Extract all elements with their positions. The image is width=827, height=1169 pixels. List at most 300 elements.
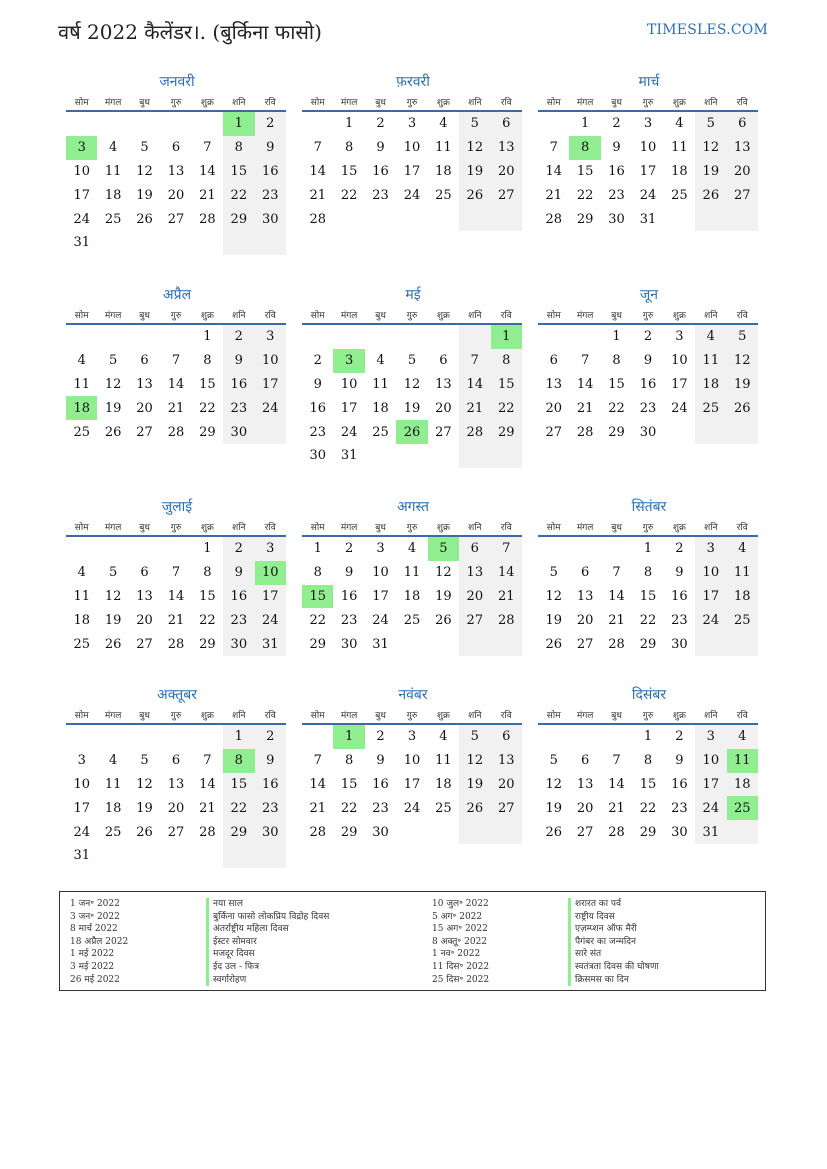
day-cell[interactable]: 13 [491,136,522,160]
day-cell[interactable]: 6 [171,140,181,156]
day-cell[interactable]: 10 [695,561,726,585]
day-cell[interactable]: 21 [167,612,185,628]
day-cell[interactable]: 3 [643,116,653,132]
day-cell[interactable]: 12 [104,376,122,392]
day-cell[interactable]: 28 [608,824,625,840]
day-cell[interactable]: 30 [639,424,657,440]
day-cell[interactable]: 25 [727,608,758,632]
day-cell[interactable]: 15 [491,373,522,397]
day-cell[interactable]: 11 [73,376,90,392]
day-cell[interactable]: 23 [639,400,657,416]
day-cell[interactable]: 9 [612,140,621,156]
day-cell[interactable]: 15 [302,585,333,609]
day-cell[interactable]: 30 [223,632,254,656]
day-cell[interactable]: 16 [340,588,358,604]
day-cell[interactable]: 29 [608,424,625,440]
day-cell[interactable]: 12 [136,163,153,179]
day-cell[interactable]: 8 [643,565,653,581]
day-cell[interactable]: 29 [199,424,216,440]
day-cell[interactable]: 20 [491,160,522,184]
day-cell[interactable]: 27 [545,424,562,440]
day-cell[interactable]: 3 [695,536,726,561]
day-cell[interactable]: 8 [569,136,600,160]
day-cell[interactable]: 24 [695,608,726,632]
day-cell[interactable]: 6 [491,111,522,136]
day-cell[interactable]: 13 [576,776,594,792]
day-cell[interactable]: 2 [376,116,385,132]
day-cell[interactable]: 3 [77,753,86,769]
day-cell[interactable]: 21 [576,400,594,416]
day-cell[interactable]: 18 [403,588,421,604]
day-cell[interactable]: 30 [223,420,254,444]
day-cell[interactable]: 10 [671,353,688,369]
day-cell[interactable]: 9 [376,753,385,769]
day-cell[interactable]: 23 [671,800,688,816]
day-cell[interactable]: 22 [340,800,358,816]
day-cell[interactable]: 24 [403,800,421,816]
day-cell[interactable]: 13 [727,136,758,160]
day-cell[interactable]: 16 [309,400,326,416]
day-cell[interactable]: 2 [313,353,322,369]
day-cell[interactable]: 4 [727,536,758,561]
day-cell[interactable]: 31 [255,632,286,656]
day-cell[interactable]: 24 [255,608,286,632]
day-cell[interactable]: 5 [459,111,490,136]
day-cell[interactable]: 17 [255,373,286,397]
day-cell[interactable]: 17 [403,776,421,792]
day-cell[interactable]: 1 [643,541,653,557]
day-cell[interactable]: 21 [199,187,216,203]
day-cell[interactable]: 5 [108,353,118,369]
day-cell[interactable]: 27 [136,424,153,440]
day-cell[interactable]: 22 [223,183,254,207]
day-cell[interactable]: 8 [643,753,653,769]
day-cell[interactable]: 8 [491,349,522,373]
day-cell[interactable]: 18 [435,163,452,179]
day-cell[interactable]: 24 [403,187,421,203]
day-cell[interactable]: 7 [171,353,181,369]
day-cell[interactable]: 22 [639,800,657,816]
day-cell[interactable]: 5 [407,353,417,369]
day-cell[interactable]: 12 [136,776,153,792]
day-cell[interactable]: 29 [223,820,254,844]
day-cell[interactable]: 9 [313,376,322,392]
day-cell[interactable]: 13 [459,561,490,585]
day-cell[interactable]: 16 [372,776,389,792]
day-cell[interactable]: 4 [675,116,684,132]
day-cell[interactable]: 14 [459,373,490,397]
day-cell[interactable]: 9 [255,136,286,160]
day-cell[interactable]: 28 [199,824,216,840]
day-cell[interactable]: 27 [576,636,594,652]
day-cell[interactable]: 3 [333,349,364,373]
day-cell[interactable]: 10 [372,565,389,581]
day-cell[interactable]: 17 [372,588,389,604]
day-cell[interactable]: 11 [435,753,452,769]
day-cell[interactable]: 29 [223,207,254,231]
day-cell[interactable]: 8 [203,353,212,369]
day-cell[interactable]: 27 [136,636,153,652]
day-cell[interactable]: 24 [73,211,90,227]
day-cell[interactable]: 27 [435,424,452,440]
day-cell[interactable]: 18 [104,187,122,203]
day-cell[interactable]: 20 [167,187,185,203]
day-cell[interactable]: 17 [695,773,726,797]
day-cell[interactable]: 1 [203,329,212,345]
day-cell[interactable]: 22 [639,612,657,628]
day-cell[interactable]: 12 [545,776,562,792]
day-cell[interactable]: 27 [167,211,185,227]
day-cell[interactable]: 26 [727,396,758,420]
day-cell[interactable]: 11 [73,588,90,604]
day-cell[interactable]: 10 [403,140,421,156]
day-cell[interactable]: 25 [435,187,452,203]
day-cell[interactable]: 6 [140,353,149,369]
day-cell[interactable]: 23 [223,396,254,420]
day-cell[interactable]: 23 [608,187,625,203]
day-cell[interactable]: 9 [223,561,254,585]
day-cell[interactable]: 30 [255,207,286,231]
day-cell[interactable]: 19 [104,612,122,628]
day-cell[interactable]: 7 [612,753,621,769]
day-cell[interactable]: 30 [340,636,358,652]
day-cell[interactable]: 25 [727,796,758,820]
day-cell[interactable]: 28 [309,211,326,227]
day-cell[interactable]: 21 [491,585,522,609]
day-cell[interactable]: 5 [428,536,459,561]
day-cell[interactable]: 14 [545,163,562,179]
day-cell[interactable]: 19 [104,400,122,416]
day-cell[interactable]: 24 [372,612,389,628]
day-cell[interactable]: 14 [167,588,185,604]
day-cell[interactable]: 7 [313,753,322,769]
day-cell[interactable]: 21 [459,396,490,420]
day-cell[interactable]: 29 [491,420,522,444]
day-cell[interactable]: 22 [199,400,216,416]
day-cell[interactable]: 30 [671,636,688,652]
day-cell[interactable]: 16 [608,163,625,179]
day-cell[interactable]: 27 [491,796,522,820]
day-cell[interactable]: 26 [695,183,726,207]
day-cell[interactable]: 4 [376,353,385,369]
day-cell[interactable]: 17 [639,163,657,179]
day-cell[interactable]: 28 [167,424,185,440]
day-cell[interactable]: 2 [675,541,684,557]
day-cell[interactable]: 14 [199,163,216,179]
day-cell[interactable]: 16 [223,373,254,397]
day-cell[interactable]: 6 [439,353,448,369]
day-cell[interactable]: 2 [612,116,621,132]
day-cell[interactable]: 14 [491,561,522,585]
day-cell[interactable]: 23 [255,183,286,207]
day-cell[interactable]: 2 [675,729,684,745]
day-cell[interactable]: 26 [545,824,562,840]
day-cell[interactable]: 19 [459,773,490,797]
day-cell[interactable]: 1 [491,324,522,349]
day-cell[interactable]: 15 [223,773,254,797]
day-cell[interactable]: 14 [608,776,625,792]
day-cell[interactable]: 18 [695,373,726,397]
day-cell[interactable]: 21 [608,612,625,628]
day-cell[interactable]: 15 [639,776,657,792]
day-cell[interactable]: 4 [439,729,448,745]
day-cell[interactable]: 2 [344,541,354,557]
day-cell[interactable]: 15 [576,163,594,179]
day-cell[interactable]: 19 [695,160,726,184]
day-cell[interactable]: 8 [344,140,354,156]
day-cell[interactable]: 7 [580,353,590,369]
day-cell[interactable]: 11 [372,376,389,392]
day-cell[interactable]: 1 [333,724,364,749]
day-cell[interactable]: 21 [608,800,625,816]
day-cell[interactable]: 3 [695,724,726,749]
day-cell[interactable]: 1 [612,329,621,345]
day-cell[interactable]: 13 [136,588,153,604]
day-cell[interactable]: 18 [727,773,758,797]
day-cell[interactable]: 13 [167,163,185,179]
day-cell[interactable]: 13 [167,776,185,792]
day-cell[interactable]: 28 [459,420,490,444]
day-cell[interactable]: 7 [171,565,181,581]
day-cell[interactable]: 6 [727,111,758,136]
day-cell[interactable]: 6 [459,536,490,561]
day-cell[interactable]: 9 [643,353,653,369]
day-cell[interactable]: 4 [77,565,86,581]
day-cell[interactable]: 10 [73,776,90,792]
day-cell[interactable]: 20 [491,773,522,797]
day-cell[interactable]: 26 [136,824,153,840]
day-cell[interactable]: 2 [376,729,385,745]
day-cell[interactable]: 5 [549,753,558,769]
day-cell[interactable]: 17 [403,163,421,179]
day-cell[interactable]: 8 [223,136,254,160]
day-cell[interactable]: 29 [340,824,358,840]
day-cell[interactable]: 19 [136,187,153,203]
day-cell[interactable]: 5 [140,140,149,156]
day-cell[interactable]: 29 [199,636,216,652]
day-cell[interactable]: 11 [435,140,452,156]
day-cell[interactable]: 29 [576,211,594,227]
day-cell[interactable]: 16 [255,773,286,797]
day-cell[interactable]: 13 [545,376,562,392]
day-cell[interactable]: 16 [223,585,254,609]
day-cell[interactable]: 14 [576,376,594,392]
day-cell[interactable]: 7 [612,565,621,581]
day-cell[interactable]: 20 [576,800,594,816]
day-cell[interactable]: 3 [255,536,286,561]
day-cell[interactable]: 12 [727,349,758,373]
day-cell[interactable]: 19 [435,588,452,604]
day-cell[interactable]: 21 [167,400,185,416]
day-cell[interactable]: 13 [435,376,452,392]
day-cell[interactable]: 29 [639,824,657,840]
day-cell[interactable]: 1 [223,724,254,749]
day-cell[interactable]: 10 [255,561,286,585]
day-cell[interactable]: 26 [459,183,490,207]
day-cell[interactable]: 4 [407,541,417,557]
day-cell[interactable]: 1 [580,116,590,132]
day-cell[interactable]: 11 [104,776,122,792]
day-cell[interactable]: 20 [459,585,490,609]
day-cell[interactable]: 22 [491,396,522,420]
day-cell[interactable]: 26 [459,796,490,820]
day-cell[interactable]: 3 [376,541,385,557]
day-cell[interactable]: 28 [491,608,522,632]
day-cell[interactable]: 12 [435,565,452,581]
day-cell[interactable]: 21 [309,800,326,816]
day-cell[interactable]: 27 [727,183,758,207]
day-cell[interactable]: 13 [576,588,594,604]
day-cell[interactable]: 4 [77,353,86,369]
day-cell[interactable]: 22 [199,612,216,628]
day-cell[interactable]: 21 [309,187,326,203]
day-cell[interactable]: 5 [459,724,490,749]
day-cell[interactable]: 11 [727,749,758,773]
day-cell[interactable]: 19 [459,160,490,184]
day-cell[interactable]: 16 [639,376,657,392]
day-cell[interactable]: 6 [580,753,590,769]
day-cell[interactable]: 9 [344,565,354,581]
day-cell[interactable]: 23 [671,612,688,628]
day-cell[interactable]: 22 [608,400,625,416]
day-cell[interactable]: 9 [223,349,254,373]
day-cell[interactable]: 10 [403,753,421,769]
day-cell[interactable]: 17 [73,800,90,816]
day-cell[interactable]: 19 [136,800,153,816]
day-cell[interactable]: 9 [675,753,684,769]
day-cell[interactable]: 23 [309,424,326,440]
day-cell[interactable]: 31 [73,235,90,251]
day-cell[interactable]: 31 [73,848,90,864]
day-cell[interactable]: 16 [671,588,688,604]
day-cell[interactable]: 20 [136,612,153,628]
day-cell[interactable]: 25 [73,636,90,652]
day-cell[interactable]: 30 [309,448,326,464]
site-link[interactable]: TIMESLES.COM [647,22,768,38]
day-cell[interactable]: 17 [340,400,358,416]
day-cell[interactable]: 24 [695,796,726,820]
day-cell[interactable]: 31 [639,211,657,227]
day-cell[interactable]: 1 [344,116,354,132]
day-cell[interactable]: 24 [340,424,358,440]
day-cell[interactable]: 17 [255,585,286,609]
day-cell[interactable]: 9 [675,565,684,581]
day-cell[interactable]: 15 [608,376,625,392]
day-cell[interactable]: 28 [545,211,562,227]
day-cell[interactable]: 22 [340,187,358,203]
day-cell[interactable]: 7 [459,349,490,373]
day-cell[interactable]: 15 [639,588,657,604]
day-cell[interactable]: 2 [255,724,286,749]
day-cell[interactable]: 23 [340,612,358,628]
day-cell[interactable]: 15 [223,160,254,184]
day-cell[interactable]: 22 [223,796,254,820]
day-cell[interactable]: 16 [671,776,688,792]
day-cell[interactable]: 24 [671,400,688,416]
day-cell[interactable]: 24 [639,187,657,203]
day-cell[interactable]: 17 [671,376,688,392]
day-cell[interactable]: 4 [695,324,726,349]
day-cell[interactable]: 18 [372,400,389,416]
day-cell[interactable]: 23 [372,800,389,816]
day-cell[interactable]: 30 [671,824,688,840]
day-cell[interactable]: 30 [608,211,625,227]
day-cell[interactable]: 8 [344,753,354,769]
day-cell[interactable]: 17 [73,187,90,203]
day-cell[interactable]: 9 [376,140,385,156]
day-cell[interactable]: 7 [491,536,522,561]
day-cell[interactable]: 27 [459,608,490,632]
day-cell[interactable]: 1 [203,541,212,557]
day-cell[interactable]: 25 [104,824,122,840]
day-cell[interactable]: 23 [223,608,254,632]
day-cell[interactable]: 10 [340,376,358,392]
day-cell[interactable]: 28 [608,636,625,652]
day-cell[interactable]: 20 [727,160,758,184]
day-cell[interactable]: 2 [223,536,254,561]
day-cell[interactable]: 4 [439,116,448,132]
day-cell[interactable]: 22 [576,187,594,203]
day-cell[interactable]: 20 [435,400,452,416]
day-cell[interactable]: 24 [255,396,286,420]
day-cell[interactable]: 14 [199,776,216,792]
day-cell[interactable]: 2 [643,329,653,345]
day-cell[interactable]: 27 [167,824,185,840]
day-cell[interactable]: 11 [671,140,688,156]
day-cell[interactable]: 5 [140,753,149,769]
day-cell[interactable]: 20 [167,800,185,816]
day-cell[interactable]: 10 [639,140,657,156]
day-cell[interactable]: 25 [403,612,421,628]
day-cell[interactable]: 23 [372,187,389,203]
day-cell[interactable]: 10 [73,163,90,179]
day-cell[interactable]: 28 [167,636,185,652]
day-cell[interactable]: 1 [223,111,254,136]
day-cell[interactable]: 25 [73,424,90,440]
day-cell[interactable]: 29 [309,636,326,652]
day-cell[interactable]: 26 [136,211,153,227]
day-cell[interactable]: 6 [140,565,149,581]
day-cell[interactable]: 25 [671,187,688,203]
day-cell[interactable]: 19 [403,400,421,416]
day-cell[interactable]: 8 [203,565,212,581]
day-cell[interactable]: 2 [223,324,254,349]
day-cell[interactable]: 4 [108,140,118,156]
day-cell[interactable]: 7 [313,140,322,156]
day-cell[interactable]: 5 [727,324,758,349]
day-cell[interactable]: 21 [199,800,216,816]
day-cell[interactable]: 6 [491,724,522,749]
day-cell[interactable]: 23 [255,796,286,820]
day-cell[interactable]: 18 [66,396,97,420]
day-cell[interactable]: 21 [545,187,562,203]
day-cell[interactable]: 18 [727,585,758,609]
day-cell[interactable]: 2 [255,111,286,136]
day-cell[interactable]: 1 [643,729,653,745]
day-cell[interactable]: 27 [576,824,594,840]
day-cell[interactable]: 4 [108,753,118,769]
day-cell[interactable]: 26 [396,420,427,444]
day-cell[interactable]: 28 [576,424,594,440]
day-cell[interactable]: 20 [576,612,594,628]
day-cell[interactable]: 26 [104,424,122,440]
day-cell[interactable]: 8 [223,749,254,773]
day-cell[interactable]: 7 [203,140,212,156]
day-cell[interactable]: 14 [167,376,185,392]
day-cell[interactable]: 12 [403,376,421,392]
day-cell[interactable]: 26 [104,636,122,652]
day-cell[interactable]: 15 [340,163,358,179]
